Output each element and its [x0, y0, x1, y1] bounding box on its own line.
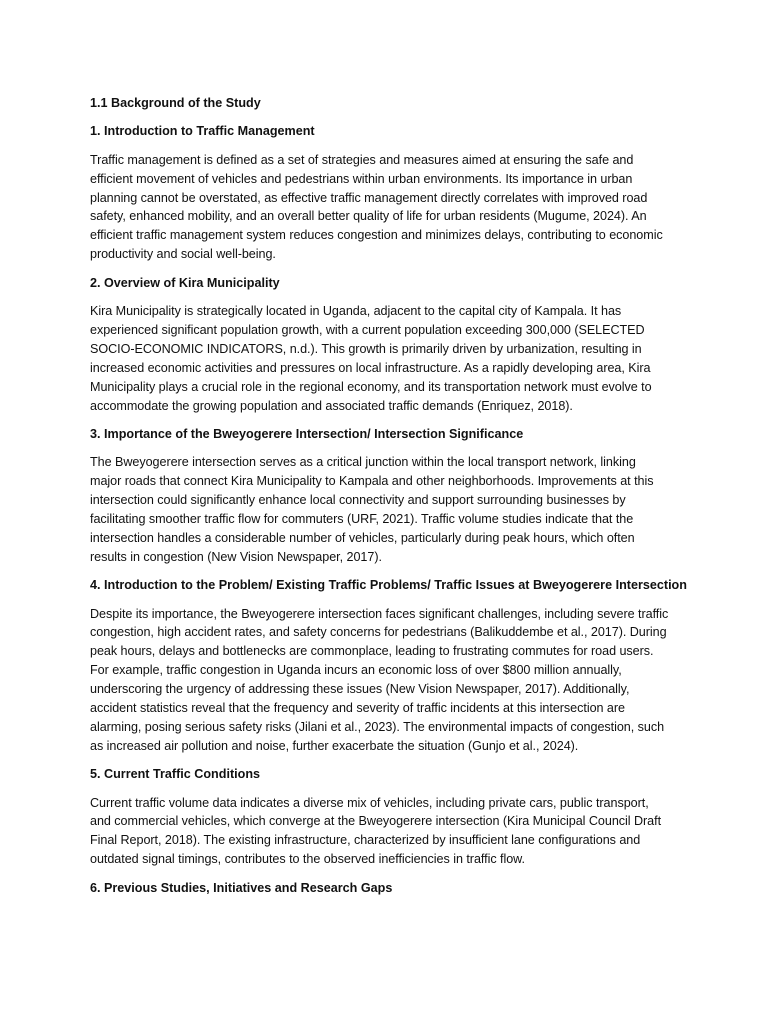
paragraph-line: peak hours, delays and bottlenecks are commonplace, leading to frustrating commutes for road users.	[90, 644, 654, 659]
body-paragraph	[90, 794, 678, 870]
paragraph-line: accommodate the growing population and associated traffic demands (Enriquez, 2018).	[90, 398, 573, 413]
paragraph-line: planning cannot be overstated, as effective traffic management directly correlates with improved road	[90, 190, 648, 205]
paragraph-line: Kira Municipality is strategically located in Uganda, adjacent to the capital city of Kampala. It has	[90, 304, 622, 319]
paragraph-line: safety, enhanced mobility, and an overall better quality of life for urban residents (Mugume, 2024). An	[90, 209, 647, 224]
document-body	[90, 94, 687, 898]
paragraph-line: results in congestion (New Vision Newspaper, 2017).	[90, 549, 382, 564]
section-heading: 3. Importance of the Bweyogerere Intersection/ Intersection Significance	[90, 426, 524, 441]
section-heading: 5. Current Traffic Conditions	[90, 767, 261, 782]
paragraph-line: SOCIO-ECONOMIC INDICATORS, n.d.). This growth is primarily driven by urbanization, resulting in	[90, 341, 642, 356]
paragraph-line: intersection handles a considerable number of vehicles, particularly during peak hours, which often	[90, 530, 635, 545]
paragraph-line: underscoring the urgency of addressing these issues (New Vision Newspaper, 2017). Additionally,	[90, 682, 630, 697]
paragraph-line: For example, traffic congestion in Uganda incurs an economic loss of over $800 million annually,	[90, 663, 622, 678]
paragraph-line: increased economic activities and pressures on local infrastructure. As a rapidly developing area, Kira	[90, 360, 651, 375]
paragraph-line: efficient traffic management system reduces congestion and minimizes delays, contributing to economic	[90, 228, 663, 243]
paragraph-line: alarming, posing serious safety risks (Jilani et al., 2023). The environmental impacts of congestion, such	[90, 719, 665, 734]
body-paragraph	[90, 605, 678, 756]
paragraph-line: Despite its importance, the Bweyogerere intersection faces significant challenges, including severe traffic	[90, 606, 669, 621]
body-paragraph	[90, 151, 678, 264]
section-heading: 4. Introduction to the Problem/ Existing Traffic Problems/ Traffic Issues at Bweyogerere Intersection	[90, 578, 687, 593]
paragraph-line: outdated signal timings, contributes to the observed inefficiencies in traffic flow.	[90, 852, 525, 867]
paragraph-line: Municipality plays a crucial role in the regional economy, and its transportation network must evolve to	[90, 379, 652, 394]
paragraph-line: accident statistics reveal that the frequency and severity of traffic incidents at this intersection are	[90, 701, 625, 716]
section-heading: 1. Introduction to Traffic Management	[90, 124, 315, 139]
paragraph-line: intersection could significantly enhance local connectivity and support surrounding businesses by	[90, 493, 626, 508]
paragraph-line: experienced significant population growth, with a current population exceeding 300,000 (SELECTED	[90, 322, 645, 337]
paragraph-line: as increased air pollution and noise, further exacerbate the situation (Gunjo et al., 2024).	[90, 738, 579, 753]
paragraph-line: efficient movement of vehicles and pedestrians within urban environments. Its importance in urban	[90, 171, 633, 186]
body-paragraph	[90, 302, 678, 415]
paragraph-line: facilitating smoother traffic flow for commuters (URF, 2021). Traffic volume studies indicate that the	[90, 511, 634, 526]
paragraph-line: Current traffic volume data indicates a diverse mix of vehicles, including private cars, public transport,	[90, 795, 649, 810]
section-heading: 1.1 Background of the Study	[90, 96, 261, 110]
paragraph-line: productivity and social well-being.	[90, 247, 276, 262]
paragraph-line: The Bweyogerere intersection serves as a critical junction within the local transport network, linking	[90, 455, 636, 470]
paragraph-line: major roads that connect Kira Municipality to Kampala and other neighborhoods. Improvements at this	[90, 474, 654, 489]
paragraph-line: Final Report, 2018). The existing infrastructure, characterized by insufficient lane configurations and	[90, 833, 641, 848]
paragraph-line: congestion, high accident rates, and safety concerns for pedestrians (Balikuddembe et al., 2017). During	[90, 625, 667, 640]
section-heading: 6. Previous Studies, Initiatives and Research Gaps	[90, 880, 393, 895]
paragraph-line: Traffic management is defined as a set of strategies and measures aimed at ensuring the safe and	[90, 152, 634, 167]
section-heading: 2. Overview of Kira Municipality	[90, 275, 280, 290]
body-paragraph	[90, 453, 678, 566]
paragraph-line: and commercial vehicles, which converge at the Bweyogerere intersection (Kira Municipal Council Draft	[90, 814, 662, 829]
